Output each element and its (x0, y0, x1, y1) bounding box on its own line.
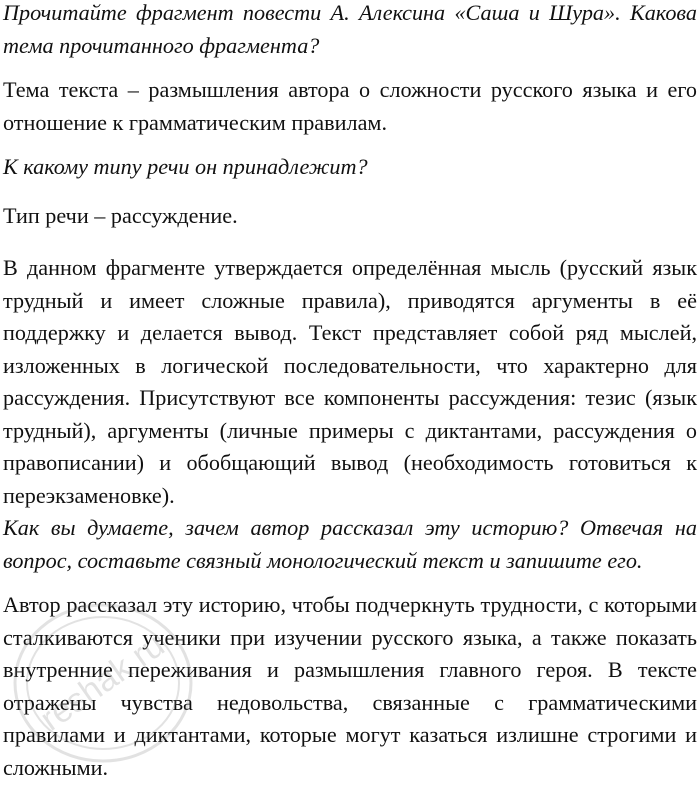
answer-1: Тема текста – размышления автора о сложности русского языка и его отношение к грамматическим правилам. (3, 77, 697, 135)
question-1: Прочитайте фрагмент повести А. Алексина «Саша и Шура». Какова тема прочитанного фрагмента? (3, 0, 697, 58)
answer-2-type: Тип речи – рассуждение. (3, 203, 238, 228)
question-3: Как вы думаете, зачем автор рассказал эту историю? Отвечая на вопрос, составьте связный монологический текст и запишите его. (3, 515, 697, 573)
watermark-text: reshak.ru (33, 625, 172, 739)
answer-2-explanation: В данном фрагменте утверждается определённая мысль (русский язык трудный и имеет сложные правила), приводятся аргументы в её поддержку и делается вывод. Текст представляет собой ряд мыслей, изложенных в логической последовательности, что характерно для рассуждения. Присутствуют все компоненты рассуждения: тезис (язык трудный), аргументы (личные примеры с диктантами, рассуждения о правописании) и обобщающий вывод (необходимость готовиться к переэкзаменовке). (3, 255, 697, 508)
question-2: К какому типу речи он принадлежит? (3, 154, 368, 179)
answer-3: Автор рассказал эту историю, чтобы подчеркнуть трудности, с которыми сталкиваются ученики при изучении русского языка, а также показать внутренние переживания и размышления главного героя. В тексте отражены чувства недовольства, связанные с грамматическими правилами и диктантами, которые могут казаться излишне строгими и сложными. (3, 592, 697, 780)
